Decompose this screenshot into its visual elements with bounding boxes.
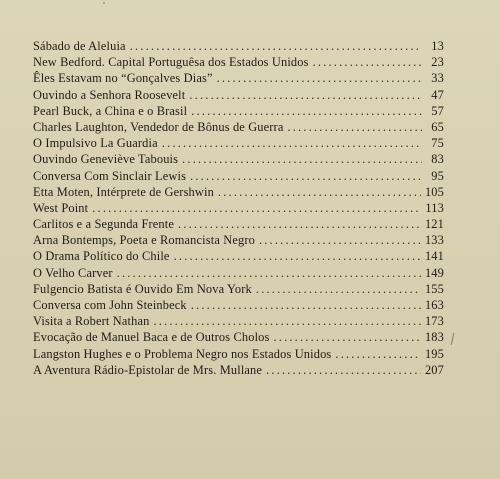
entry-title: Êles Estavam no “Gonçalves Dias” (33, 71, 213, 86)
toc-entry (33, 281, 444, 297)
pencil-mark (451, 333, 454, 345)
toc-entry (33, 70, 444, 86)
toc-entry (33, 168, 444, 184)
entry-page-number: 183 (424, 330, 444, 345)
dot-leader (92, 200, 421, 216)
entry-title: Carlitos e a Segunda Frente (33, 217, 175, 232)
entry-page-number: 47 (431, 87, 444, 102)
entry-page-number: 121 (424, 217, 444, 232)
dot-leader (273, 329, 420, 345)
entry-title: Fulgencio Batista é Ouvido Em Nova York (33, 281, 252, 296)
entry-title: Charles Laughton, Vendedor de Bônus de Guerra (33, 119, 284, 134)
entry-page-number: 13 (431, 39, 444, 53)
dot-leader (174, 248, 421, 264)
dot-leader (130, 38, 422, 54)
entry-title: O Drama Político do Chile (33, 249, 170, 264)
entry-title: A Aventura Rádio-Epistolar de Mrs. Mullane (33, 362, 263, 377)
entry-page-number: 23 (431, 55, 444, 70)
entry-page-number: 65 (431, 119, 444, 134)
table-of-contents (33, 38, 444, 378)
toc-entry (33, 362, 444, 378)
dot-leader (162, 135, 422, 151)
dot-leader (218, 184, 421, 200)
toc-entry (33, 248, 444, 264)
dot-leader (182, 151, 422, 167)
entry-title: Pearl Buck, a China e o Brasil (33, 103, 188, 118)
dot-leader (190, 168, 422, 184)
toc-entry (33, 297, 444, 313)
entry-page-number: 141 (424, 249, 444, 264)
toc-entry (33, 184, 444, 200)
toc-entry (33, 38, 444, 54)
dot-leader (335, 346, 421, 362)
entry-page-number: 83 (431, 152, 444, 167)
toc-entry (33, 103, 444, 119)
toc-entry (33, 151, 444, 167)
entry-page-number: 149 (424, 265, 444, 280)
toc-entry (33, 313, 444, 329)
entry-page-number: 75 (431, 136, 444, 151)
entry-title: O Velho Carver (33, 265, 113, 280)
entry-title: New Bedford. Capital Portuguêsa dos Estados Unidos (33, 55, 309, 70)
dot-leader (217, 70, 422, 86)
entry-page-number: 207 (424, 362, 444, 377)
toc-entry (33, 329, 444, 345)
dot-leader (266, 362, 421, 378)
entry-title: Sábado de Aleluia (33, 39, 126, 53)
dot-leader (178, 216, 421, 232)
paper-speck (103, 2, 105, 4)
dot-leader (191, 103, 422, 119)
entry-title: Evocação de Manuel Baca e de Outros Cholos (33, 330, 270, 345)
entry-title: Etta Moten, Intérprete de Gershwin (33, 184, 214, 199)
entry-page-number: 33 (431, 71, 444, 86)
toc-entry (33, 200, 444, 216)
entry-page-number: 195 (424, 346, 444, 361)
dot-leader (259, 232, 421, 248)
entry-title: O Impulsivo La Guardia (33, 136, 158, 151)
toc-entry (33, 232, 444, 248)
toc-entry (33, 87, 444, 103)
dot-leader (117, 265, 421, 281)
entry-page-number: 155 (424, 281, 444, 296)
entry-title: Conversa Com Sinclair Lewis (33, 168, 187, 183)
entry-title: Langston Hughes e o Problema Negro nos Estados Unidos (33, 346, 332, 361)
dot-leader (287, 119, 422, 135)
dot-leader (191, 297, 421, 313)
toc-entry (33, 265, 444, 281)
dot-leader (189, 87, 422, 103)
entry-title: Ouvindo a Senhora Roosevelt (33, 87, 186, 102)
entry-page-number: 95 (431, 168, 444, 183)
entry-title: West Point (33, 200, 89, 215)
dot-leader (153, 313, 421, 329)
toc-entry (33, 54, 444, 70)
toc-entry (33, 346, 444, 362)
entry-page-number: 105 (424, 184, 444, 199)
dot-leader (313, 54, 422, 70)
entry-page-number: 57 (431, 103, 444, 118)
toc-entry (33, 216, 444, 232)
entry-page-number: 163 (424, 298, 444, 312)
entry-title: Conversa com John Steinbeck (33, 298, 187, 312)
entry-title: Arna Bontemps, Poeta e Romancista Negro (33, 233, 255, 248)
toc-entry (33, 119, 444, 135)
entry-page-number: 173 (424, 314, 444, 329)
entry-page-number: 133 (424, 233, 444, 248)
toc-entry (33, 135, 444, 151)
entry-title: Ouvindo Geneviève Tabouis (33, 152, 179, 167)
entry-page-number: 113 (425, 200, 444, 215)
entry-title: Visita a Robert Nathan (33, 314, 150, 329)
dot-leader (256, 281, 421, 297)
